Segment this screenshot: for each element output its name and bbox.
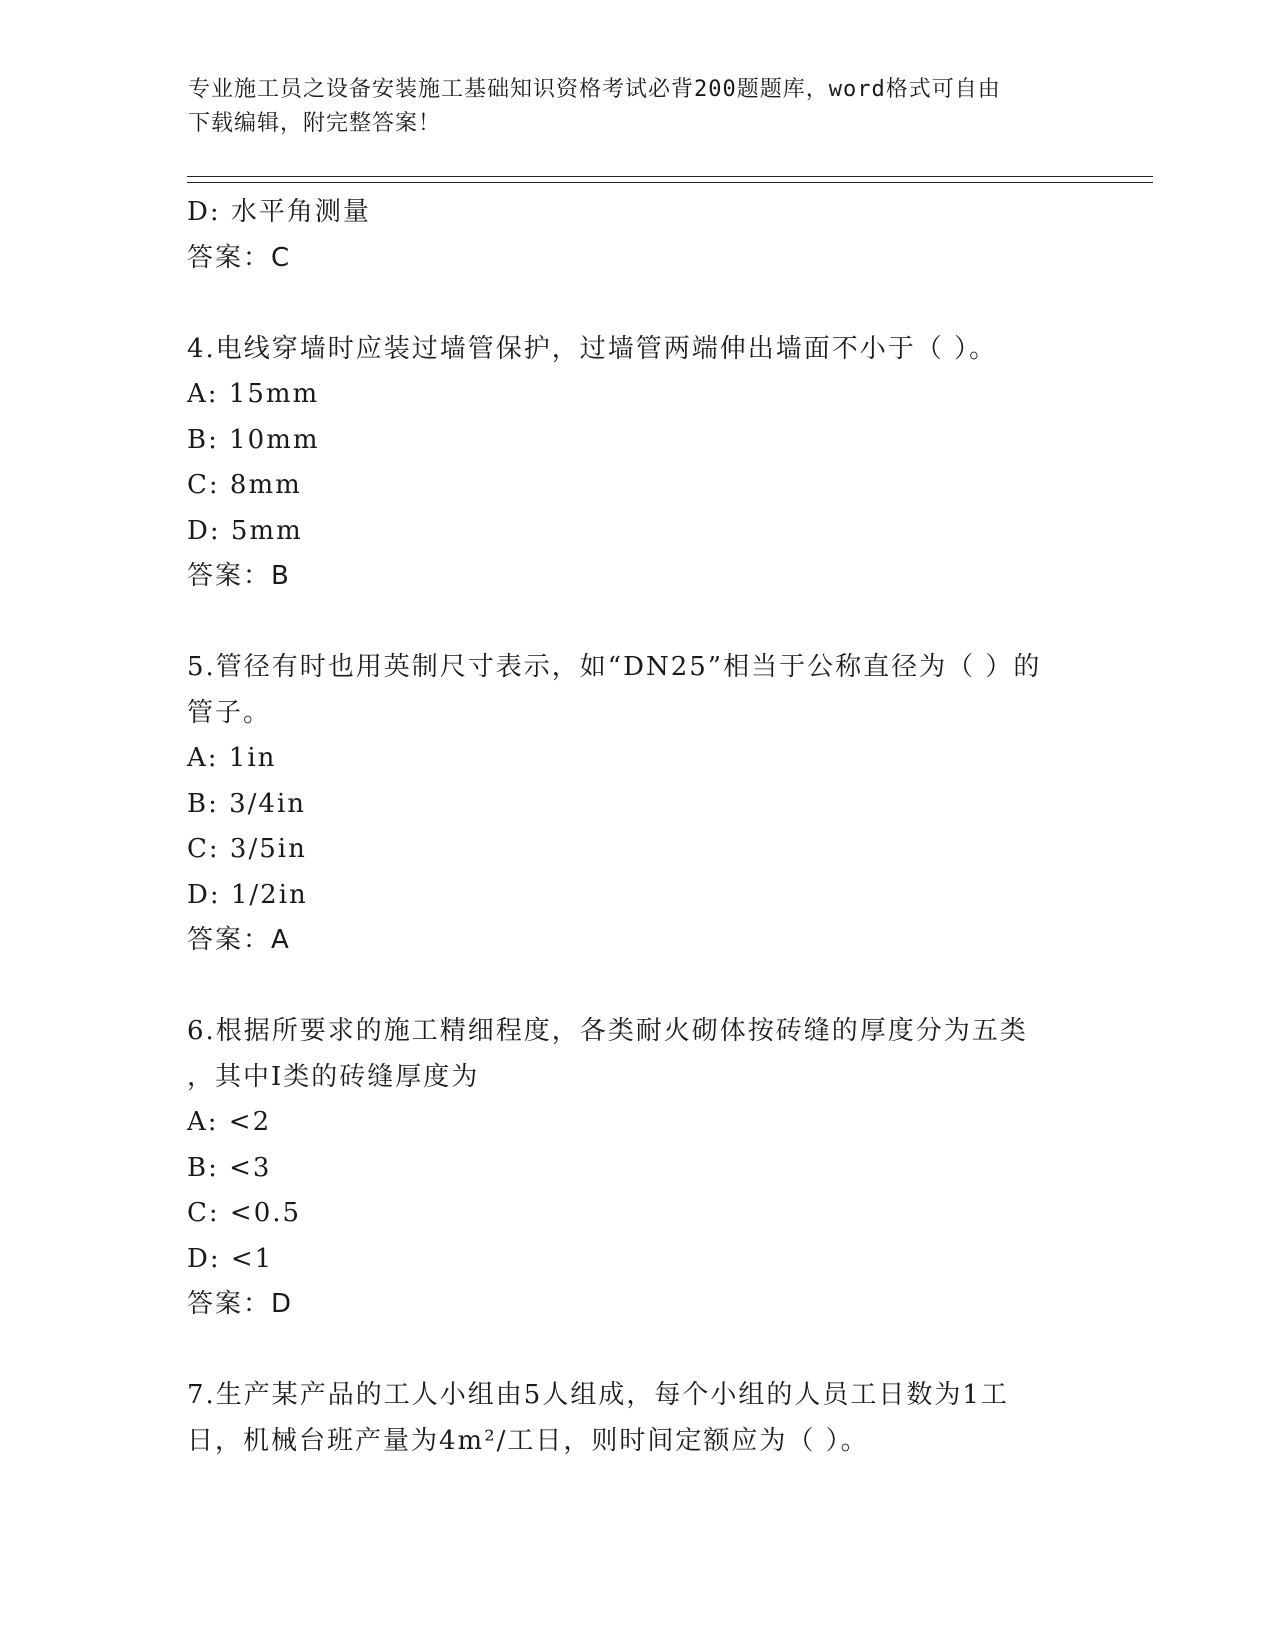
header-line-1: 专业施工员之设备安装施工基础知识资格考试必背200题题库，word格式可自由 — [188, 77, 1001, 102]
header-divider-top — [187, 176, 1153, 177]
q5-option-c: C: 3/5in — [187, 834, 307, 864]
q6-stem-line-1: 6.根据所要求的施工精细程度，各类耐火砌体按砖缝的厚度分为五类 — [187, 1016, 1028, 1046]
document-header — [188, 73, 1088, 141]
q3-answer: 答案：C — [187, 242, 292, 273]
q4-option-c: C: 8mm — [187, 470, 302, 500]
q4-option-b: B: 10mm — [187, 424, 320, 455]
q4-option-d: D: 5mm — [187, 515, 303, 546]
question-5 — [187, 645, 1087, 964]
q6-answer: 答案：D — [187, 1289, 294, 1319]
q5-option-a: A: 1in — [187, 743, 277, 773]
spacer — [187, 1328, 1087, 1374]
question-list — [187, 190, 1087, 1464]
q7-stem-line-2: 日，机械台班产量为4m²/工日，则时间定额应为（ ）。 — [187, 1425, 869, 1456]
question-7 — [187, 1373, 1087, 1464]
q3-option-d: D: 水平角测量 — [187, 197, 371, 227]
q6-option-c: C: <0.5 — [187, 1198, 302, 1228]
question-6 — [187, 1009, 1087, 1328]
q5-option-d: D: 1/2in — [187, 879, 308, 910]
q6-option-a: A: <2 — [187, 1107, 272, 1137]
q4-option-a: A: 15mm — [187, 379, 320, 409]
question-4 — [187, 327, 1087, 600]
q5-stem-line-1: 5.管径有时也用英制尺寸表示，如“DN25”相当于公称直径为（ ）的 — [187, 652, 1042, 682]
spacer — [187, 600, 1087, 646]
q4-answer: 答案：B — [187, 561, 291, 591]
q5-stem-line-2: 管子。 — [187, 697, 272, 728]
header-divider-bottom — [187, 182, 1153, 183]
q6-option-d: D: <1 — [187, 1243, 274, 1274]
q6-option-b: B: <3 — [187, 1152, 272, 1183]
q4-stem: 4.电线穿墙时应装过墙管保护，过墙管两端伸出墙面不小于（ ）。 — [187, 333, 998, 364]
q6-stem-line-2: ，其中Ⅰ类的砖缝厚度为 — [187, 1061, 480, 1092]
question-3-tail — [187, 190, 1087, 281]
spacer — [187, 281, 1087, 327]
header-line-2: 下载编辑，附完整答案！ — [188, 111, 442, 136]
q7-stem-line-1: 7.生产某产品的工人小组由5人组成，每个小组的人员工日数为1工 — [187, 1380, 1009, 1410]
spacer — [187, 964, 1087, 1010]
q5-answer: 答案：A — [187, 925, 291, 955]
q5-option-b: B: 3/4in — [187, 788, 307, 819]
